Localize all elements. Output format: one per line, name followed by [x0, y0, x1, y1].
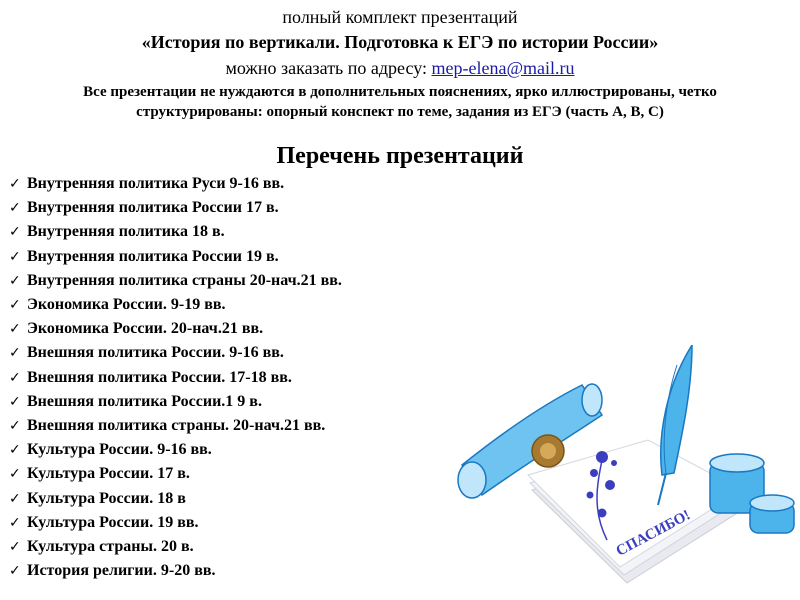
order-label: можно заказать по адресу: — [225, 58, 432, 78]
list-item-label: Внутренняя политика Руси 9-16 вв. — [27, 175, 285, 192]
list-item-label: Внешняя политика России.1 9 в. — [27, 392, 262, 410]
list-item-label: Культура России. 17 в. — [27, 465, 190, 483]
checkmark-icon: ✓ — [9, 297, 21, 314]
checkmark-icon: ✓ — [9, 345, 21, 362]
presentation-list — [9, 172, 342, 583]
list-item-label: Внутренняя политика страны 20-нач.21 вв. — [27, 271, 342, 289]
list-item — [9, 196, 342, 220]
header-subtitle: полный комплект презентаций — [282, 7, 518, 27]
list-title: Перечень презентаций — [276, 143, 524, 169]
list-item — [9, 438, 342, 462]
list-item — [9, 293, 342, 317]
checkmark-icon: ✓ — [9, 321, 21, 338]
checkmark-icon: ✓ — [9, 418, 21, 435]
list-item — [9, 172, 342, 196]
list-item — [9, 487, 342, 511]
checkmark-icon: ✓ — [9, 563, 21, 580]
list-item — [9, 366, 342, 390]
checkmark-icon: ✓ — [9, 539, 21, 556]
header-title: «История по вертикали. Подготовка к ЕГЭ по истории России» — [141, 32, 659, 52]
checkmark-icon: ✓ — [9, 248, 21, 265]
list-item — [9, 511, 342, 535]
checkmark-icon: ✓ — [9, 490, 21, 507]
list-item — [9, 245, 342, 269]
list-item — [9, 341, 342, 365]
list-item-label: История религии. 9-20 вв. — [27, 562, 216, 580]
list-item-label: Внешняя политика России. 17-18 вв. — [27, 368, 292, 386]
list-item-label: Внутренняя политика России 19 в. — [27, 247, 279, 265]
list-item-label: Экономика России. 20-нач.21 вв. — [27, 320, 264, 338]
list-item-label: Культура России. 19 вв. — [27, 513, 199, 531]
list-item-label: Экономика России. 9-19 вв. — [27, 296, 226, 314]
list-item-label: Внешняя политика России. 9-16 вв. — [27, 344, 284, 362]
list-item — [9, 414, 342, 438]
list-item-label: Культура страны. 20 в. — [27, 538, 194, 556]
checkmark-icon: ✓ — [9, 272, 21, 289]
checkmark-icon: ✓ — [9, 224, 21, 241]
paper-text: СПАСИБО! — [613, 507, 694, 560]
list-item-label: Внутренняя политика 18 в. — [27, 223, 225, 241]
header — [0, 6, 800, 122]
order-line — [0, 56, 800, 80]
checkmark-icon: ✓ — [9, 176, 21, 192]
checkmark-icon: ✓ — [9, 369, 21, 386]
list-item-label: Внешняя политика страны. 20-нач.21 вв. — [27, 417, 326, 435]
checkmark-icon: ✓ — [9, 466, 21, 483]
checkmark-icon: ✓ — [9, 200, 21, 217]
checkmark-icon: ✓ — [9, 442, 21, 459]
list-item — [9, 220, 342, 244]
checkmark-icon: ✓ — [9, 514, 21, 531]
list-item — [9, 535, 342, 559]
list-item-label: Культура России. 18 в — [27, 489, 186, 507]
checkmark-icon: ✓ — [9, 393, 21, 410]
list-item — [9, 317, 342, 341]
email-link[interactable]: mep-elena@mail.ru — [431, 58, 575, 78]
list-item-label: Внутренняя политика России 17 в. — [27, 199, 279, 217]
list-item — [9, 559, 342, 583]
list-item — [9, 462, 342, 486]
list-item-label: Культура России. 9-16 вв. — [27, 441, 212, 459]
header-description: Все презентации не нуждаются в дополнительных пояснениях, ярко иллюстрированы, четко структурированы: опорный конспект по теме, задания из ЕГЭ (часть А, В, С) — [83, 84, 717, 120]
list-item — [9, 390, 342, 414]
thank-you-illustration — [452, 345, 800, 595]
list-item — [9, 269, 342, 293]
